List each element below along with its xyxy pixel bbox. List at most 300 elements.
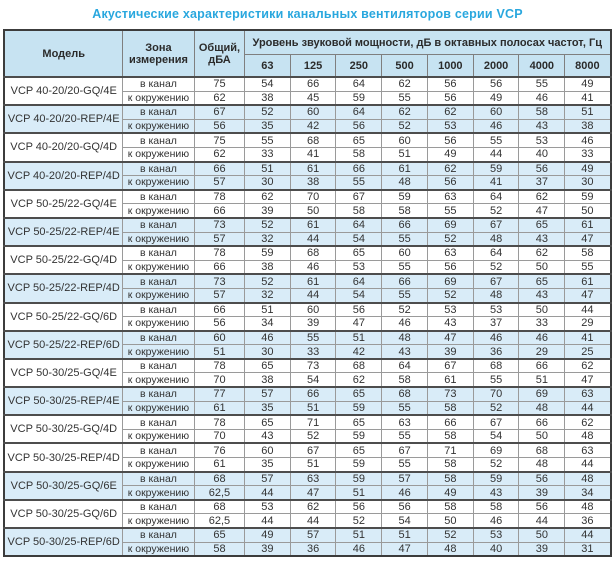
- zone-label-ambient: к окружению: [122, 204, 194, 218]
- spl-value: 67: [473, 274, 519, 288]
- spl-value: 39: [290, 317, 336, 331]
- spl-value: 63: [427, 190, 473, 204]
- spl-value: 60: [290, 105, 336, 119]
- spl-value: 62: [519, 246, 565, 260]
- spl-value: 59: [382, 190, 428, 204]
- model-cell: VCP 50-30/25-REP/4E: [4, 387, 122, 415]
- spl-value: 25: [565, 345, 611, 359]
- zone-label-ambient: к окружению: [122, 514, 194, 528]
- spl-value: 67: [382, 443, 428, 457]
- table-row: [4, 528, 610, 542]
- zone-label-duct: в канал: [122, 274, 194, 288]
- spl-value: 44: [565, 528, 611, 542]
- model-cell: VCP 40-20/20-REP/4E: [4, 105, 122, 133]
- header-model: Модель: [4, 30, 122, 77]
- model-cell: VCP 50-25/22-GQ/6D: [4, 303, 122, 331]
- spl-value: 58: [382, 373, 428, 387]
- spl-value: 46: [519, 331, 565, 345]
- spl-value: 69: [473, 443, 519, 457]
- model-cell: VCP 50-25/22-GQ/4E: [4, 190, 122, 218]
- spl-value: 65: [244, 415, 290, 429]
- spl-value: 53: [427, 303, 473, 317]
- spl-value: 54: [336, 288, 382, 302]
- total-dba-value: 70: [194, 373, 244, 387]
- total-dba-value: 70: [194, 429, 244, 443]
- spl-value: 56: [382, 500, 428, 514]
- total-dba-value: 66: [194, 162, 244, 176]
- spl-value: 49: [244, 528, 290, 542]
- spl-value: 52: [290, 429, 336, 443]
- spl-value: 46: [565, 133, 611, 147]
- spl-value: 58: [565, 246, 611, 260]
- spl-value: 46: [473, 514, 519, 528]
- spl-value: 44: [565, 401, 611, 415]
- spl-value: 61: [290, 274, 336, 288]
- zone-label-duct: в канал: [122, 77, 194, 91]
- spl-value: 49: [427, 486, 473, 500]
- spl-value: 48: [565, 472, 611, 486]
- spl-value: 55: [473, 373, 519, 387]
- spl-value: 56: [519, 500, 565, 514]
- zone-label-ambient: к окружению: [122, 232, 194, 246]
- total-dba-value: 75: [194, 77, 244, 91]
- spl-value: 64: [473, 246, 519, 260]
- spl-value: 73: [427, 387, 473, 401]
- spl-value: 56: [427, 176, 473, 190]
- spl-value: 39: [427, 345, 473, 359]
- table-row: [4, 472, 610, 486]
- spl-value: 69: [519, 387, 565, 401]
- zone-label-duct: в канал: [122, 133, 194, 147]
- spl-value: 65: [336, 387, 382, 401]
- spl-value: 36: [565, 514, 611, 528]
- spl-value: 42: [290, 119, 336, 133]
- total-dba-value: 75: [194, 133, 244, 147]
- zone-label-duct: в канал: [122, 443, 194, 457]
- spl-value: 55: [382, 260, 428, 274]
- spl-value: 56: [519, 162, 565, 176]
- spl-value: 46: [336, 542, 382, 556]
- spl-value: 50: [290, 204, 336, 218]
- spl-value: 52: [473, 401, 519, 415]
- spl-value: 60: [290, 303, 336, 317]
- spl-value: 62: [427, 162, 473, 176]
- spl-value: 59: [336, 458, 382, 472]
- spl-value: 60: [244, 443, 290, 457]
- spl-value: 53: [473, 528, 519, 542]
- spl-value: 69: [427, 218, 473, 232]
- spl-value: 63: [382, 415, 428, 429]
- spl-value: 52: [473, 204, 519, 218]
- table-row: [4, 359, 610, 373]
- zone-label-ambient: к окружению: [122, 147, 194, 161]
- spl-value: 47: [336, 317, 382, 331]
- zone-label-ambient: к окружению: [122, 486, 194, 500]
- table-row: [4, 303, 610, 317]
- spl-value: 62: [382, 105, 428, 119]
- spl-value: 65: [336, 443, 382, 457]
- spl-value: 43: [244, 429, 290, 443]
- spl-value: 61: [290, 162, 336, 176]
- spl-value: 67: [427, 359, 473, 373]
- spl-value: 51: [244, 162, 290, 176]
- total-dba-value: 57: [194, 176, 244, 190]
- spl-value: 59: [565, 190, 611, 204]
- zone-label-duct: в канал: [122, 472, 194, 486]
- model-cell: VCP 50-30/25-GQ/6D: [4, 500, 122, 528]
- zone-label-ambient: к окружению: [122, 401, 194, 415]
- spl-value: 48: [382, 331, 428, 345]
- spl-value: 55: [382, 401, 428, 415]
- spl-value: 38: [244, 373, 290, 387]
- spl-value: 30: [244, 345, 290, 359]
- spl-value: 44: [565, 303, 611, 317]
- total-dba-value: 78: [194, 246, 244, 260]
- spl-value: 66: [336, 162, 382, 176]
- spl-value: 43: [382, 345, 428, 359]
- spl-value: 43: [473, 486, 519, 500]
- total-dba-value: 66: [194, 260, 244, 274]
- spl-value: 37: [519, 176, 565, 190]
- spl-value: 50: [519, 260, 565, 274]
- spl-value: 36: [473, 345, 519, 359]
- spl-value: 58: [336, 204, 382, 218]
- spl-value: 59: [336, 401, 382, 415]
- spl-value: 63: [565, 387, 611, 401]
- total-dba-value: 62: [194, 91, 244, 105]
- total-dba-value: 62,5: [194, 486, 244, 500]
- spl-value: 34: [244, 317, 290, 331]
- table-row: [4, 387, 610, 401]
- spl-value: 51: [290, 401, 336, 415]
- zone-label-duct: в канал: [122, 359, 194, 373]
- spl-value: 51: [519, 373, 565, 387]
- spl-value: 46: [382, 486, 428, 500]
- table-row: [4, 274, 610, 288]
- table-row: [4, 443, 610, 457]
- spl-value: 60: [473, 105, 519, 119]
- model-cell: VCP 50-30/25-GQ/4E: [4, 359, 122, 387]
- spl-value: 35: [244, 401, 290, 415]
- spl-value: 60: [382, 133, 428, 147]
- spl-value: 49: [565, 162, 611, 176]
- spl-value: 54: [290, 373, 336, 387]
- spl-value: 47: [565, 232, 611, 246]
- spl-value: 55: [382, 429, 428, 443]
- model-cell: VCP 50-25/22-REP/6D: [4, 331, 122, 359]
- spl-value: 68: [473, 359, 519, 373]
- spl-value: 35: [244, 119, 290, 133]
- spl-value: 49: [473, 91, 519, 105]
- total-dba-value: 51: [194, 345, 244, 359]
- spl-value: 44: [519, 514, 565, 528]
- spl-value: 51: [336, 486, 382, 500]
- spl-value: 55: [290, 331, 336, 345]
- zone-label-ambient: к окружению: [122, 260, 194, 274]
- spl-value: 65: [519, 218, 565, 232]
- spl-value: 44: [290, 514, 336, 528]
- model-cell: VCP 40-20/20-REP/4D: [4, 162, 122, 190]
- zone-label-duct: в канал: [122, 415, 194, 429]
- spl-value: 29: [565, 317, 611, 331]
- model-cell: VCP 50-25/22-GQ/4D: [4, 246, 122, 274]
- spl-value: 48: [565, 500, 611, 514]
- spl-value: 67: [290, 443, 336, 457]
- spl-value: 52: [244, 274, 290, 288]
- spl-value: 66: [382, 274, 428, 288]
- spl-value: 58: [427, 458, 473, 472]
- spl-value: 58: [473, 500, 519, 514]
- spl-value: 63: [290, 472, 336, 486]
- spl-value: 55: [244, 133, 290, 147]
- spl-value: 65: [519, 274, 565, 288]
- zone-label-ambient: к окружению: [122, 317, 194, 331]
- spl-value: 41: [565, 91, 611, 105]
- spl-value: 55: [427, 204, 473, 218]
- spl-value: 38: [244, 260, 290, 274]
- total-dba-value: 77: [194, 387, 244, 401]
- spl-value: 62: [427, 105, 473, 119]
- spl-value: 58: [336, 147, 382, 161]
- spl-value: 66: [382, 218, 428, 232]
- spl-value: 66: [290, 77, 336, 91]
- zone-label-duct: в канал: [122, 500, 194, 514]
- total-dba-value: 56: [194, 119, 244, 133]
- spl-value: 33: [565, 147, 611, 161]
- spl-value: 64: [336, 105, 382, 119]
- page-title: Акустические характеристики канальных вентиляторов серии VCP: [92, 7, 523, 21]
- spl-value: 46: [244, 331, 290, 345]
- spl-value: 64: [473, 190, 519, 204]
- header-total-dba: Общий, дБА: [194, 30, 244, 77]
- spl-value: 33: [290, 345, 336, 359]
- spl-value: 48: [519, 458, 565, 472]
- spl-value: 65: [336, 415, 382, 429]
- spl-value: 56: [427, 77, 473, 91]
- spl-value: 46: [473, 119, 519, 133]
- spl-value: 57: [382, 472, 428, 486]
- table-row: [4, 415, 610, 429]
- header-freq-125: 125: [290, 55, 336, 78]
- total-dba-value: 78: [194, 190, 244, 204]
- spl-value: 41: [290, 147, 336, 161]
- total-dba-value: 66: [194, 204, 244, 218]
- spl-value: 70: [290, 190, 336, 204]
- spl-value: 50: [519, 528, 565, 542]
- total-dba-value: 62,5: [194, 514, 244, 528]
- spl-value: 39: [519, 542, 565, 556]
- spl-value: 64: [382, 359, 428, 373]
- total-dba-value: 60: [194, 331, 244, 345]
- spl-value: 57: [244, 387, 290, 401]
- total-dba-value: 65: [194, 528, 244, 542]
- spl-value: 68: [382, 387, 428, 401]
- spl-value: 45: [290, 91, 336, 105]
- spl-value: 61: [565, 218, 611, 232]
- spl-value: 56: [473, 77, 519, 91]
- zone-label-duct: в канал: [122, 303, 194, 317]
- zone-label-duct: в канал: [122, 528, 194, 542]
- spl-value: 52: [336, 514, 382, 528]
- spl-value: 54: [473, 429, 519, 443]
- spl-value: 65: [244, 359, 290, 373]
- total-dba-value: 56: [194, 317, 244, 331]
- total-dba-value: 57: [194, 232, 244, 246]
- spl-value: 71: [427, 443, 473, 457]
- model-cell: VCP 50-25/22-REP/4D: [4, 274, 122, 302]
- spl-value: 62: [382, 77, 428, 91]
- spl-value: 48: [382, 176, 428, 190]
- zone-label-duct: в канал: [122, 162, 194, 176]
- spl-value: 61: [565, 274, 611, 288]
- spl-value: 54: [336, 232, 382, 246]
- spl-value: 47: [382, 542, 428, 556]
- table-row: [4, 133, 610, 147]
- spl-value: 51: [244, 303, 290, 317]
- spl-value: 54: [382, 514, 428, 528]
- total-dba-value: 68: [194, 500, 244, 514]
- spl-value: 59: [473, 162, 519, 176]
- spl-value: 67: [336, 190, 382, 204]
- spl-value: 66: [519, 359, 565, 373]
- spl-value: 56: [336, 500, 382, 514]
- spl-value: 49: [427, 147, 473, 161]
- spl-value: 58: [519, 105, 565, 119]
- spl-value: 52: [427, 232, 473, 246]
- spl-value: 58: [427, 429, 473, 443]
- spl-value: 51: [336, 528, 382, 542]
- spl-value: 53: [519, 133, 565, 147]
- zone-label-duct: в канал: [122, 387, 194, 401]
- header-zone: Зона измерения: [122, 30, 194, 77]
- spl-value: 50: [519, 429, 565, 443]
- spl-value: 43: [519, 288, 565, 302]
- spl-value: 46: [382, 317, 428, 331]
- spl-value: 58: [427, 500, 473, 514]
- table-row: [4, 105, 610, 119]
- spl-value: 67: [473, 415, 519, 429]
- spl-value: 61: [427, 373, 473, 387]
- spl-value: 29: [519, 345, 565, 359]
- spl-value: 39: [244, 204, 290, 218]
- spl-value: 40: [519, 147, 565, 161]
- spl-value: 56: [336, 303, 382, 317]
- model-cell: VCP 50-30/25-REP/4D: [4, 443, 122, 471]
- spl-value: 61: [382, 162, 428, 176]
- spl-value: 49: [565, 77, 611, 91]
- header-freq-250: 250: [336, 55, 382, 78]
- spl-value: 52: [473, 260, 519, 274]
- total-dba-value: 58: [194, 542, 244, 556]
- table-header: [4, 30, 610, 77]
- spl-value: 43: [519, 119, 565, 133]
- zone-label-ambient: к окружению: [122, 458, 194, 472]
- spl-value: 62: [244, 190, 290, 204]
- spl-value: 64: [336, 218, 382, 232]
- header-freq-63: 63: [244, 55, 290, 78]
- spl-value: 53: [427, 119, 473, 133]
- spl-value: 33: [519, 317, 565, 331]
- table-row: [4, 246, 610, 260]
- spl-value: 31: [565, 542, 611, 556]
- spl-value: 41: [565, 331, 611, 345]
- spl-value: 39: [244, 542, 290, 556]
- spl-value: 44: [244, 514, 290, 528]
- table-row: [4, 218, 610, 232]
- spl-value: 38: [290, 176, 336, 190]
- spl-value: 51: [290, 458, 336, 472]
- spl-value: 62: [565, 359, 611, 373]
- total-dba-value: 61: [194, 458, 244, 472]
- total-dba-value: 68: [194, 472, 244, 486]
- spl-value: 64: [336, 274, 382, 288]
- spl-value: 35: [244, 458, 290, 472]
- table-row: [4, 77, 610, 91]
- zone-label-ambient: к окружению: [122, 176, 194, 190]
- spl-value: 55: [336, 176, 382, 190]
- model-cell: VCP 50-30/25-GQ/6E: [4, 472, 122, 500]
- zone-label-ambient: к окружению: [122, 542, 194, 556]
- spl-value: 52: [427, 528, 473, 542]
- spl-value: 61: [290, 218, 336, 232]
- spl-value: 55: [519, 77, 565, 91]
- spl-value: 68: [290, 133, 336, 147]
- spl-value: 48: [565, 429, 611, 443]
- header-freq-500: 500: [382, 55, 428, 78]
- spl-value: 66: [519, 415, 565, 429]
- spl-value: 70: [473, 387, 519, 401]
- spl-value: 43: [427, 317, 473, 331]
- header-freq-1000: 1000: [427, 55, 473, 78]
- spl-value: 41: [473, 176, 519, 190]
- zone-label-duct: в канал: [122, 246, 194, 260]
- spl-value: 65: [336, 246, 382, 260]
- spl-value: 51: [382, 147, 428, 161]
- spl-value: 46: [473, 331, 519, 345]
- spl-value: 43: [519, 232, 565, 246]
- spl-value: 55: [382, 288, 428, 302]
- model-cell: VCP 50-25/22-REP/4E: [4, 218, 122, 246]
- zone-label-duct: в канал: [122, 331, 194, 345]
- spl-value: 56: [427, 260, 473, 274]
- model-cell: VCP 40-20/20-GQ/4D: [4, 133, 122, 161]
- zone-label-ambient: к окружению: [122, 91, 194, 105]
- spl-value: 46: [519, 91, 565, 105]
- spl-value: 48: [427, 542, 473, 556]
- spl-value: 62: [519, 190, 565, 204]
- spl-value: 42: [336, 345, 382, 359]
- spl-value: 55: [382, 232, 428, 246]
- spl-value: 59: [473, 472, 519, 486]
- spl-value: 40: [473, 542, 519, 556]
- spl-value: 48: [519, 401, 565, 415]
- spl-value: 47: [519, 204, 565, 218]
- spl-value: 54: [244, 77, 290, 91]
- spl-value: 34: [565, 486, 611, 500]
- spl-value: 53: [244, 500, 290, 514]
- spl-value: 62: [565, 415, 611, 429]
- header-spl-group: Уровень звуковой мощности, дБ в октавных полосах частот, Гц: [244, 30, 610, 55]
- zone-label-ambient: к окружению: [122, 345, 194, 359]
- spl-value: 59: [336, 429, 382, 443]
- spl-value: 53: [336, 260, 382, 274]
- spl-value: 55: [473, 133, 519, 147]
- spl-value: 32: [244, 232, 290, 246]
- zone-label-ambient: к окружению: [122, 373, 194, 387]
- table-row: [4, 162, 610, 176]
- spl-value: 47: [565, 288, 611, 302]
- header-freq-4000: 4000: [519, 55, 565, 78]
